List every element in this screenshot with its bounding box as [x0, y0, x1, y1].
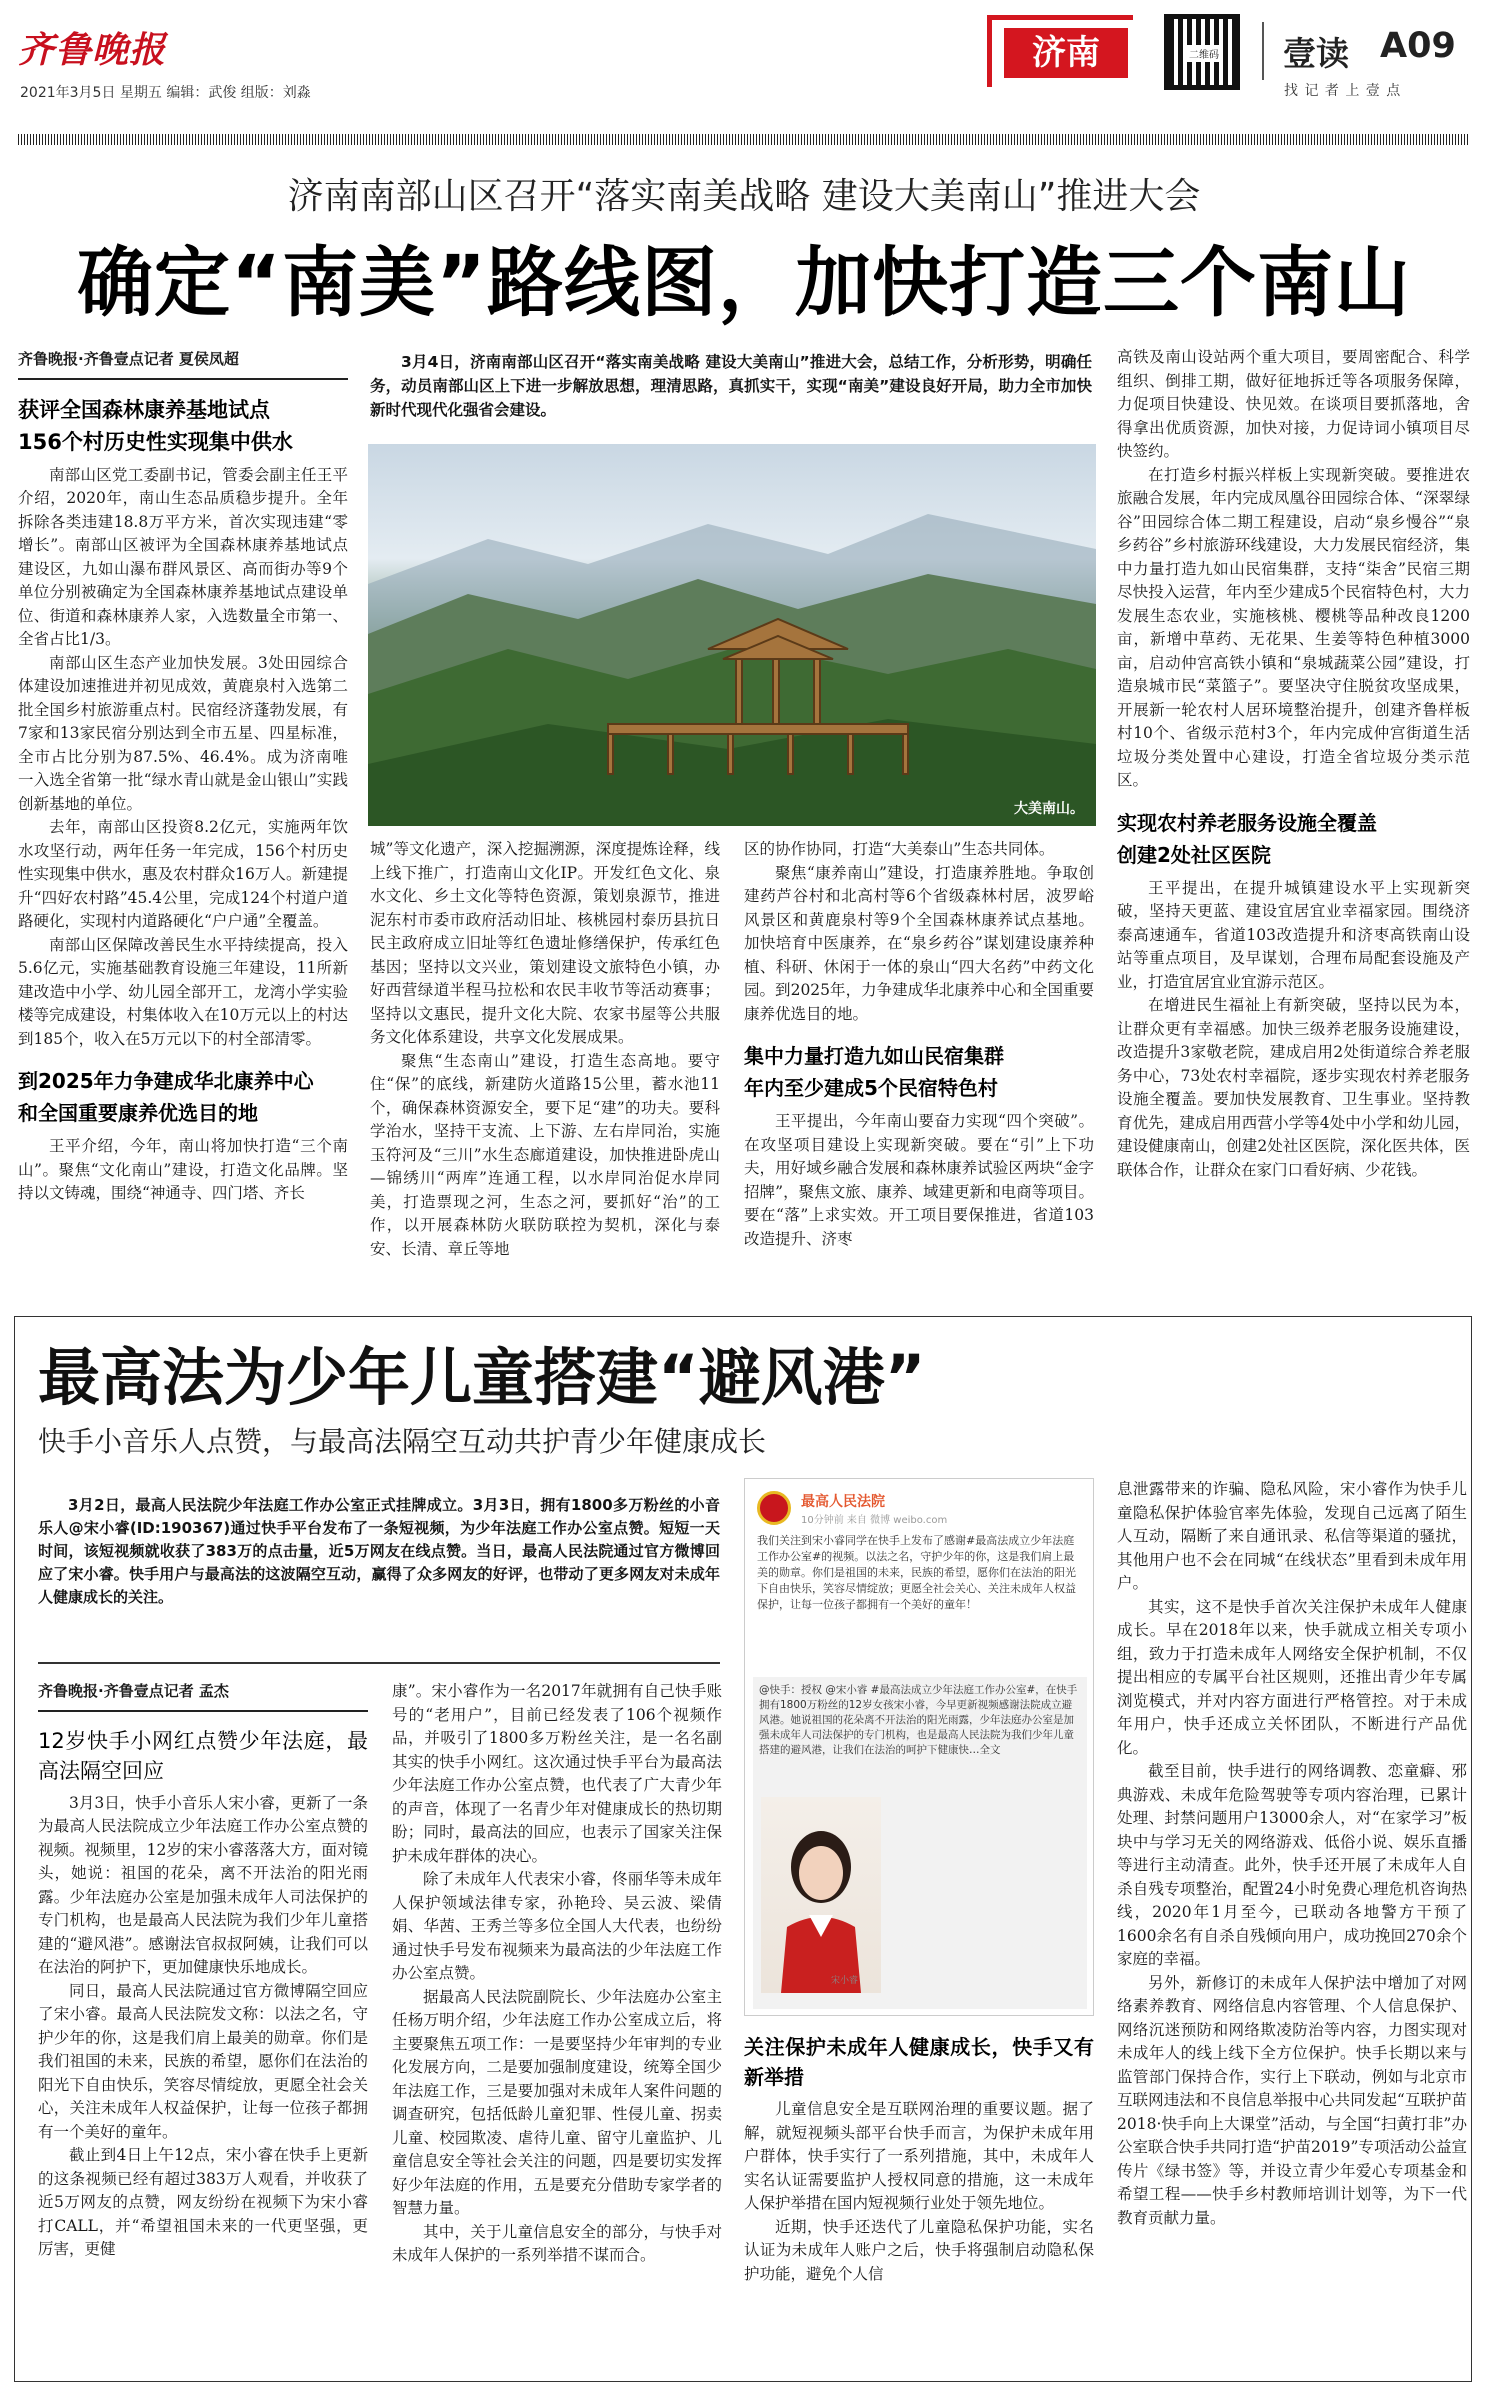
paragraph: 息泄露带来的诈骗、隐私风险，宋小睿作为快手儿童隐私保护体验官率先体验，发现自己远离了陌生人互动，隔断了来自通讯录、私信等渠道的骚扰，其他用户也不会在同城“在线状态”里看到未成年用户。: [1117, 1480, 1467, 1592]
bottom-byline: 齐鲁晚报·齐鲁壹点记者 孟杰: [38, 1680, 368, 1712]
bottom-column-2: [392, 1680, 722, 2268]
top-subhead-1: 获评全国森林康养基地试点 156个村历史性实现集中供水: [18, 397, 293, 454]
paragraph: 王平提出，今年南山要奋力实现“四个突破”。在攻坚项目建设上实现新突破。要在“引”上下功夫，用好域乡融合发展和森林康养试验区两块“金字招牌”，聚焦文旅、康养、域建更新和电商等项目。要在“落”上求实效。开工项目要保推进，省道103改造提升、济枣: [744, 1112, 1094, 1248]
paragraph: 另外，新修订的未成年人保护法中增加了对网络素养教育、网络信息内容管理、个人信息保护、网络沉迷预防和网络欺凌防治等内容，力图实现对未成年人的线上线下全方位保护。快手长期以来与监管部门保持合作，实行上下联动，例如与北京市互联网违法和不良信息举报中心共同发起“互联护苗2018·快手向上大课堂”活动，与全国“扫黄打非”办公室联合快手共同打造“护苗2019”专项活动公益宣传片《绿书签》等，并设立青少年爱心专项基金和希望工程——快手乡村教师培训计划等，为下一代教育贡献力量。: [1117, 1973, 1467, 2227]
city-tag: 济南: [1004, 28, 1128, 78]
paragraph: 其中，关于儿童信息安全的部分，与快手对未成年人保护的一系列举措不谋而合。: [392, 2222, 722, 2264]
paragraph: 去年，南部山区投资8.2亿元，实施两年饮水攻坚行动，两年任务一年完成，156个村历史性实现集中供水，惠及农村群众16万人。新建提升“四好农村路”45.4公里，完成124个村道户道路硬化，实现村内道路硬化“户户通”全覆盖。: [18, 818, 348, 930]
bottom-headline: 最高法为少年儿童搭建“避风港”: [38, 1341, 926, 1414]
paragraph: 王平提出，在提升城镇建设水平上实现新突破，坚持天更蓝、建设宜居宜业幸福家园。围绕济泰高速通车，省道103改造提升和济枣高铁南山设站等重点项目，及早谋划，合理布局配套设施及产业，打造宜居宜业宜游示范区。: [1117, 878, 1470, 991]
top-column-4: [1117, 346, 1470, 1182]
top-column-3: [744, 838, 1094, 1251]
lead-divider: [38, 1662, 720, 1664]
bottom-lead: 3月2日，最高人民法院少年法庭工作办公室正式挂牌成立。3月3日，拥有1800多万粉丝的小音乐人@宋小睿(ID:190367)通过快手平台发布了一条短视频，为少年法庭工作办公室点赞。短短一天时间，该短视频就收获了383万的点击量，近5万网友在线点赞。当日，最高人民法院通过官方微博回应了宋小睿。快手用户与最高法的这波隔空互动，赢得了众多网友的好评，也带动了更多网友对未成年人健康成长的关注。: [38, 1496, 720, 1606]
qr-code: [1164, 14, 1240, 90]
paragraph: 南部山区党工委副书记，管委会副主任王平介绍，2020年，南山生态品质稳步提升。全年拆除各类违建18.8万平方米，首次实现违建“零增长”。南部山区被评为全国森林康养基地试点建设区，九如山瀑布群风景区、高而街办等9个单位分别被确定为全国森林康养基地试点建设单位、街道和森林康养人家，入选数量全市第一、全省占比1/3。: [18, 465, 348, 648]
paragraph: 除了未成年人代表宋小睿，佟丽华等未成年人保护领域法律专家，孙艳玲、吴云波、梁倩娟、华茜、王秀兰等多位全国人大代表，也纷纷通过快手号发布视频来为最高法的少年法庭工作办公室点赞。: [392, 1870, 722, 1982]
paragraph: 聚焦“康养南山”建设，打造康养胜地。争取创建药芦谷村和北高村等6个省级森林村居，波罗峪风景区和黄鹿泉村等9个全国森林康养试点基地。加快培育中医康养，在“泉乡药谷”谋划建设康养种植、科研、休闲于一体的泉山“四大名药”中药文化园。到2025年，力争建成华北康养中心和全国重要康养优选目的地。: [744, 863, 1094, 1023]
landscape-illustration: [368, 444, 1096, 826]
top-column-1: [18, 348, 348, 1206]
girl-portrait-illustration: [761, 1797, 881, 1993]
paragraph: 同日，最高人民法院通过官方微博隔空回应了宋小睿。最高人民法院发文称：以法之名，守护少年的你，这是我们肩上最美的勋章。你们是我们祖国的未来，民族的希望，愿你们在法治的阳光下自由快乐，笑容尽情绽放，更愿全社会关心，关注未成年人权益保护，让每一位孩子都拥有一个美好的童年。: [38, 1981, 368, 2141]
weibo-screenshot: [744, 1478, 1094, 2016]
weibo-repost: [753, 1677, 1087, 2009]
paragraph: 近期，快手还迭代了儿童隐私保护功能，实名认证为未成年人账户之后，快手将强制启动隐私保护功能，避免个人信: [744, 2217, 1094, 2283]
bottom-subhead-1: 12岁快手小网红点赞少年法庭，最高法隔空回应: [38, 1728, 368, 1783]
paragraph: 南部山区生态产业加快发展。3处田园综合体建设加速推进并初见成效，黄鹿泉村入选第二批全国乡村旅游重点村。民宿经济蓬勃发展，有7家和13家民宿分别达到全市五星、四星标准，全市占比分别为87.5%、46.4%。成为济南唯一入选全省第一批“绿水青山就是金山银山”实践创新基地的单位。: [18, 653, 348, 813]
paragraph: 其实，这不是快手首次关注保护未成年人健康成长。早在2018年以来，快手就成立相关专项小组，致力于打造未成年人网络安全保护机制，不仅提出相应的专属平台社区规则，还推出青少年专属浏览模式，并对内容方面进行严格管控。对于未成年用户，快手还成立关怀团队，不断进行产品优化。: [1117, 1597, 1467, 1757]
top-lead: 3月4日，济南南部山区召开“落实南美战略 建设大美南山”推进大会，总结工作，分析形势，明确任务，动员南部山区上下进一步解放思想，理清思路，真抓实干，实现“南美”建设良好开局，助力全市加快新时代现代化强省会建设。: [370, 353, 1092, 419]
paragraph: 聚焦“生态南山”建设，打造生态高地。要守住“保”的底线，新建防火道路15公里，蓄水池11个，确保森林资源安全，要下足“建”的功夫。要科学治水，坚持干支流、上下游、左右岸同治，实施玉符河及“三川”水生态廊道建设，加快推进卧虎山—锦绣川“两库”连通工程，以水岸同治促水岸同美，打造票现之河，生态之河，要抓好“治”的工作，以开展森林防火联防联控为契机，深化与泰安、长清、章丘等地: [370, 1051, 720, 1258]
date-line: 2021年3月5日 星期五 编辑：武俊 组版：刘淼: [20, 85, 311, 101]
paragraph: 儿童信息安全是互联网治理的重要议题。据了解，就短视频头部平台快手而言，为保护未成年用户群体，快手实行了一系列措施，其中，未成年人实名认证需要监护人授权同意的措施，这一未成年人保护举措在国内短视频行业处于领先地位。: [744, 2100, 1094, 2212]
paragraph: 康”。宋小睿作为一名2017年就拥有自己快手账号的“老用户”，目前已经发表了106个视频作品，并吸引了1800多万粉丝关注，是一名名副其实的快手小网红。这次通过快手平台为最高法少年法庭工作办公室点赞，也代表了广大青少年的声音，体现了一名青少年对健康成长的热切期盼；同时，最高法的回应，也表示了国家关注保护未成年群体的决心。: [392, 1682, 722, 1865]
top-subheadline: 济南南部山区召开“落实南美战略 建设大美南山”推进大会: [287, 176, 1201, 217]
paragraph: 城”等文化遗产，深入挖掘溯源，深度提炼诠释，线上线下推广，打造南山文化IP。开发红色文化、泉水文化、乡土文化等特色资源，策划泉源节，推进泥东村市委市政府活动旧址、核桃园村泰历县抗日民主政府成立旧址等红色遗址修缮保护，传承红色基因；坚持以文兴业，策划建设文旅特色小镇，办好西营绿道半程马拉松和农民丰收节等活动赛事；坚持以文惠民，提升文化大院、农家书屋等公共服务文化体系建设，共享文化发展成果。: [370, 840, 720, 1046]
weibo-account: 最高人民法院: [801, 1494, 885, 1510]
photo-caption: 大美南山。: [1014, 801, 1084, 817]
paragraph: 区的协作协同，打造“大美泰山”生态共同体。: [744, 840, 1055, 858]
paragraph: 3月3日，快手小音乐人宋小睿，更新了一条为最高人民法院成立少年法庭工作办公室点赞的视频。视频里，12岁的宋小睿落落大方，面对镜头，她说：祖国的花朵，离不开法治的阳光雨露。少年法庭办公室是加强未成年人司法保护的专门机构，也是最高人民法院为我们少年儿童搭建的“避风港”。感谢法官叔叔阿姨，让我们可以在法治的阿护下，更加健康快乐地成长。: [38, 1793, 368, 1976]
portrait-label: 宋小睿: [831, 1976, 859, 1986]
masthead-rule: [18, 134, 1470, 145]
bottom-subhead-2: 关注保护未成年人健康成长，快手又有新举措: [744, 2035, 1094, 2089]
paragraph: 王平介绍，今年，南山将加快打造“三个南山”。聚焦“文化南山”建设，打造文化品牌。坚持以文铸魂，围绕“神通寺、四门塔、齐长: [18, 1137, 348, 1202]
paragraph: 截至目前，快手进行的网络调教、恋童癖、邪典游戏、未成年危险驾驶等专项内容治理，已累计处理、封禁问题用户13000余人，对“在家学习”板块中与学习无关的网络游戏、低俗小说、娱乐直播等进行主动清查。此外，快手还开展了未成年人自杀自残专项整治，配置24小时免费心理危机咨询热线，2020年1月至今，已联动各地警方干预了1600余名有自杀自残倾向用户，成功挽回270余个家庭的幸福。: [1117, 1762, 1467, 1968]
top-headline: 确定“南美”路线图，加快打造三个南山: [77, 238, 1411, 327]
bottom-subheadline: 快手小音乐人点赞，与最高法隔空互动共护青少年健康成长: [38, 1425, 767, 1458]
top-subhead-3: 集中力量打造九如山民宿集群 年内至少建成5个民宿特色村: [744, 1044, 1004, 1100]
section-name: 壹读: [1283, 34, 1349, 73]
paragraph: 高铁及南山设站两个重大项目，要周密配合、科学组织、倒排工期，做好征地拆迁等各项服务保障，力促项目快建设、快见效。在谈项目要抓落地，舍得拿出优质资源，加快对接，力促诗词小镇项目尽快签约。: [1117, 348, 1470, 460]
qr-label: 二维码: [1187, 45, 1221, 62]
portrait-photo: [761, 1797, 881, 1993]
weibo-text: 我们关注到宋小睿同学在快手上发布了感谢#最高法成立少年法庭工作办公室#的视频。以法之名，守护少年的你，这是我们肩上最美的勋章。你们是祖国的未来，民族的希望，愿你们在法治的阳光下自由快乐，笑容尽情绽放；更愿全社会关心、关注未成年人权益保护，让每一位孩子都拥有一个美好的童年！: [757, 1534, 1076, 1611]
page-number: A09: [1380, 26, 1456, 66]
newspaper-logo: 齐鲁晚报: [18, 30, 167, 71]
paragraph: 据最高人民法院副院长、少年法庭办公室主任杨万明介绍，少年法庭工作办公室成立后，将主要聚焦五项工作：一是要坚持少年审判的专业化发展方向，二是要加强制度建设，统筹全国少年法庭工作，三是要加强对未成年人案件问题的调查研究，包括低龄儿童犯罪、性侵儿童、拐卖儿童、校园欺凌、虐待儿童、留守儿童监护、儿童信息安全等社会关注的问题，四是要切实发挥好少年法庭的作用，五是要充分借助专家学者的智慧力量。: [392, 1987, 722, 2217]
section-motto: 找 记 者 上 壹 点: [1284, 83, 1402, 99]
header-divider: [1262, 22, 1264, 80]
paragraph: 在打造乡村振兴样板上实现新突破。要推进农旅融合发展，年内完成凤凰谷田园综合体、“深翠绿谷”田园综合体二期工程建设，启动“泉乡慢谷”“泉乡药谷”乡村旅游环线建设，大力发展民宿经济，集中力量打造九如山民宿集群，支持“柒舍”民宿三期尽快投入运营，年内至少建成5个民宿特色村，大力发展生态农业，实施核桃、樱桃等品种改良1200亩，新增中草药、无花果、生姜等特色种植3000亩，启动仲宫高铁小镇和“泉城蔬菜公园”建设，打造泉城市民“菜篮子”。要坚决守住脱贫攻坚成果，开展新一轮农村人居环境整治提升，创建齐鲁样板村10个、省级示范村3个，年内完成仲宫街道生活垃圾分类处置中心建设，打造全省垃圾分类示范区。: [1117, 465, 1470, 789]
paragraph: 截止到4日上午12点，宋小睿在快手上更新的这条视频已经有超过383万人观看，并收获了近5万网友的点赞，网友纷纷在视频下为宋小睿打CALL，并“希望祖国未来的一代更坚强，更厉害，更健: [38, 2146, 368, 2258]
court-emblem-icon: [757, 1491, 791, 1525]
top-byline: 齐鲁晚报·齐鲁壹点记者 夏侯凤超: [18, 348, 348, 380]
weibo-meta: 10分钟前 来自 微博 weibo.com: [801, 1515, 948, 1526]
bottom-column-3: [744, 2032, 1094, 2286]
top-subhead-2: 到2025年力争建成华北康养中心 和全国重要康养优选目的地: [18, 1069, 314, 1125]
bottom-column-1: [38, 1680, 368, 2262]
top-subhead-4: 实现农村养老服务设施全覆盖 创建2处社区医院: [1117, 810, 1377, 867]
bottom-column-4: [1117, 1478, 1467, 2230]
paragraph: 南部山区保障改善民生水平持续提高，投入5.6亿元，实施基础教育设施三年建设，11所新建改造中小学、幼儿园全部开工，龙湾小学实验楼等完成建设，村集体收入在10万元以上的村达到185个，收入在5万元以下的村全部清零。: [18, 935, 348, 1048]
masthead: [0, 0, 1488, 110]
weibo-repost-text: @快手：授权 @宋小睿 #最高法成立少年法庭工作办公室#，在快手拥有1800万粉丝的12岁女孩宋小睿，今早更新视频感谢法院成立避风港。她说祖国的花朵离不开法治的阳光雨露，少年法庭办公室是加强未成年人司法保护的专门机构，也是最高人民法院为我们少年儿童搭建的避风港，让我们在法治的呵护下健康快…全文: [759, 1684, 1078, 1756]
landscape-photo: [368, 444, 1096, 826]
top-column-2: [370, 838, 720, 1261]
paragraph: 在增进民生福祉上有新突破，坚持以民为本，让群众更有幸福感。加快三级养老服务设施建设，改造提升3家敬老院，建成启用2处街道综合养老服务中心，73处农村幸福院，逐步实现农村养老服务设施全覆盖。要加快发展教育、卫生事业。坚持教育优先，建成启用西营小学等4处中小学和幼儿园，建设健康南山，创建2处社区医院，深化医共体，医联体合作，让群众在家门口看好病、少花钱。: [1117, 996, 1470, 1179]
